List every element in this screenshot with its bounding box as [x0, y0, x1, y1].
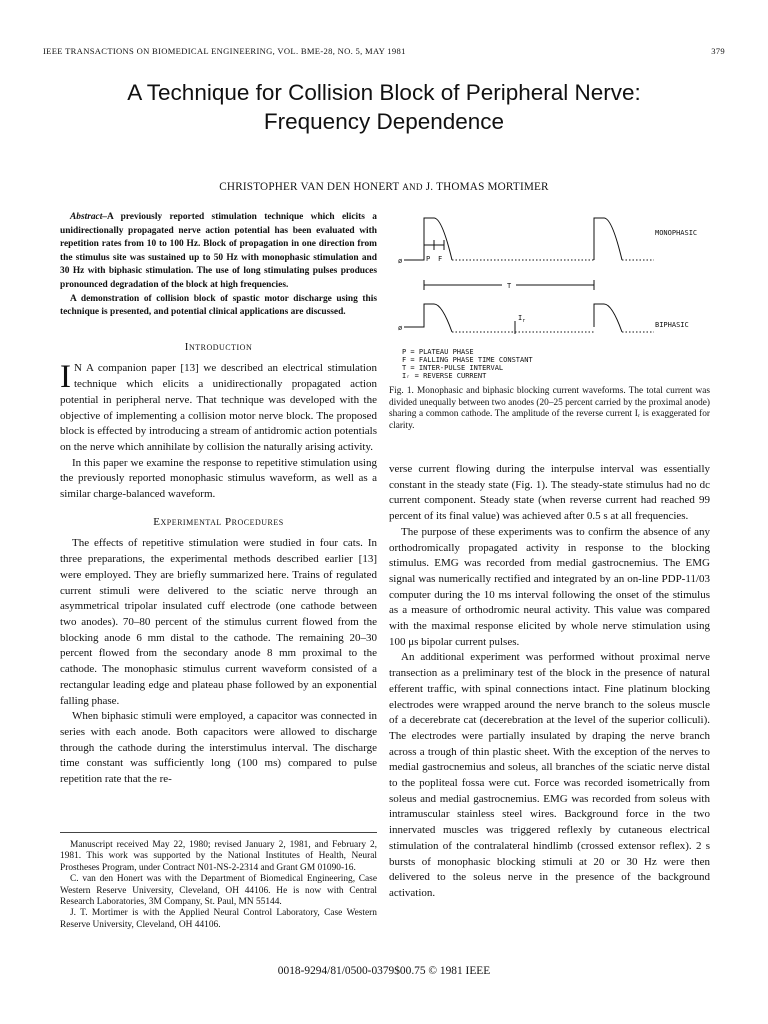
copyright-footer: 0018-9294/81/0500-0379$00.75 © 1981 IEEE: [277, 965, 491, 977]
right-column: [389, 462, 710, 902]
page-number: 379: [711, 46, 725, 56]
figure-1-caption: Fig. 1. Monophasic and biphasic blocking current waveforms. The total current was divided unequally between two anodes (20–25 percent carried by the proximal anode) sharing a common cathode. The amplitude of the reverse current Iᵣ is exaggerated for clarity.: [389, 386, 710, 431]
abstract-paragraph-1: –A previously reported stimulation technique which elicits a unidirectionally propagated nerve action potential has been evaluated with repetition rates from 10 to 100 Hz. Block of propagation in one direction from the stimulus site was sustained up to 50 Hz with monophasic stimulation and 30 Hz with biphasic stimulation. The use of long stimulating pulses produces pronounced degradation of the block at high frequencies.: [60, 212, 377, 290]
procedures-paragraph-2: When biphasic stimuli were employed, a capacitor was connected in series with each anode. Both capacitors were allowed to discharge through the cathode during the interstimulus interval. The discharge time constant was sufficiently long (100 ms) compared to pulse repetition rate that the re-: [60, 710, 377, 786]
footnote-1: Manuscript received May 22, 1980; revised January 2, 1981, and February 2, 1981. This work was supported by the National Institutes of Health, Neural Prostheses Program, under Contract N01-NS-2-2314 and Grant GM 01090-16.: [60, 840, 377, 873]
f-label: F: [438, 255, 443, 263]
journal-name: IEEE TRANSACTIONS ON BIOMEDICAL ENGINEERING, VOL. BME-28, NO. 5, MAY 1981: [43, 46, 406, 56]
footnote-3: J. T. Mortimer is with the Applied Neural Control Laboratory, Case Western Reserve University, Cleveland, OH 44106.: [60, 908, 377, 930]
right-paragraph-1: verse current flowing during the interpulse interval was essentially constant in the steady state (Fig. 1). The steady-state stimulus had no dc current component. Steady state (when reverse current had reached 99 percent of its final value) was achieved after 0.5 s at all frequencies.: [389, 463, 710, 523]
footnote-rule: [60, 832, 377, 833]
author-1: CHRISTOPHER VAN DEN HONERT: [219, 181, 400, 193]
biphasic-trace: [404, 304, 654, 334]
t-label: T: [507, 282, 512, 290]
procedures-paragraph-1: The effects of repetitive stimulation were studied in four cats. In three preparations, the experimental methods described earlier [13] were employed. They are briefly summarized here. Trains of regulated current stimuli were delivered to the sciatic nerve through an asymmetrical tripolar insulated cuff electrode (one cathode between two anodes). 70–80 percent of the stimulus current flowed from the blocking anode 6 mm distal to the cathode. The remaining 20–30 percent flowed from the secondary anode 8 mm proximal to the cathode. The monophasic stimulus current waveform consisted of a rectangular leading edge and plateau phase followed by an exponential falling phase.: [60, 537, 377, 707]
monophasic-label: MONOPHASIC: [655, 229, 698, 237]
author-2: J. THOMAS MORTIMER: [425, 181, 549, 193]
drop-cap: I: [60, 359, 71, 396]
pf-markers: [424, 240, 444, 250]
title-line-1: A Technique for Collision Block of Peripheral Nerve:: [127, 80, 641, 105]
introduction-paragraph-2: In this paper we examine the response to repetitive stimulation using the previously reported monophasic stimulus waveform, as well as a similar charge-balanced waveform.: [60, 456, 377, 501]
legend-item: F = FALLING PHASE TIME CONSTANT: [402, 356, 533, 364]
title-line-2: Frequency Dependence: [263, 109, 505, 134]
section-heading-introduction: Introduction: [184, 340, 253, 353]
author-line: [0, 181, 768, 193]
footnotes: [60, 840, 377, 931]
waveform-diagram: [372, 208, 712, 383]
legend-item: P = PLATEAU PHASE: [402, 348, 474, 356]
paper-title: [0, 78, 768, 136]
legend-item: Iᵣ = REVERSE CURRENT: [402, 372, 487, 380]
right-paragraph-2: The purpose of these experiments was to confirm the absence of any orthodromically propagated activity in response to the blocking stimulus. EMG was recorded from medial gastrocnemius. The EMG signal was numerically rectified and integrated by an on-line PDP-11/03 computer during the 10 ms interval following the onset of the stimulus as a measure of orthodromic neural activity. This value was compared with the maximal response elicited by whole nerve stimulation using 100 μs bipolar current pulses.: [389, 525, 710, 648]
legend-item: T = INTER-PULSE INTERVAL: [402, 364, 504, 372]
biphasic-label: BIPHASIC: [655, 321, 689, 329]
figure-legend: [402, 348, 533, 380]
figure-1-waveforms: [372, 208, 712, 383]
left-column: [60, 211, 377, 788]
p-label: P: [426, 255, 431, 263]
reverse-current-label: $I_r$: [518, 314, 526, 324]
monophasic-trace: [404, 218, 654, 260]
footnote-2: C. van den Honert was with the Department of Biomedical Engineering, Case Western Reserve University, Cleveland, OH 44106. He is now with Central Research Laboratories, 3M Company, St. Paul, MN 55144.: [60, 874, 377, 908]
author-conjunction: AND: [402, 182, 423, 192]
abstract: [60, 211, 377, 320]
section-heading-procedures: Experimental Procedures: [153, 515, 284, 528]
abstract-label: Abstract: [70, 212, 103, 222]
zero-label-monophasic: ø: [398, 257, 403, 265]
abstract-paragraph-2: A demonstration of collision block of spastic motor discharge using this technique is presented, and potential clinical applications are discussed.: [60, 293, 377, 318]
right-paragraph-3: An additional experiment was performed without proximal nerve transection as a preliminary test of the block in the presence of natural efferent traffic, with spinal connections intact. Fine platinum blocking electrodes were wrapped around the nerve branch to the soleus muscle of a decerebrate cat (decerebration at the level of the superior colliculi). The electrodes were partially insulated by draping the nerve branch across a trough of thin plastic sheet. With the exception of the nerves to medial gastrocnemius and soleus, all branches of the sciatic nerve distal to the popliteal fossa were cut. Force was recorded isometrically from soleus and medial gastrocnemius. EMG was recorded from soleus with intramuscular stainless steel wires. Background force in the two innervated muscles was triggered reflexly by cutaneous electrical stimulation of the contralateral hindlimb (crossed extensor reflex). 2 s bursts of monophasic blocking stimuli at 20 or 30 Hz were then delivered to the soleus nerve in the presence of the background activation.: [389, 651, 710, 899]
zero-label-biphasic: ø: [398, 324, 403, 332]
introduction-paragraph-1: I N A companion paper [13] we described an electrical stimulation technique which elicits a unidirectionally propagated action potential in peripheral nerve. That technique was developed with the objective of implementing a collision motor nerve block. The proposed block is effected by introducing a stream of antidromic action potentials on the nerve which annihilate by collision the naturally arising activity.: [60, 359, 377, 453]
